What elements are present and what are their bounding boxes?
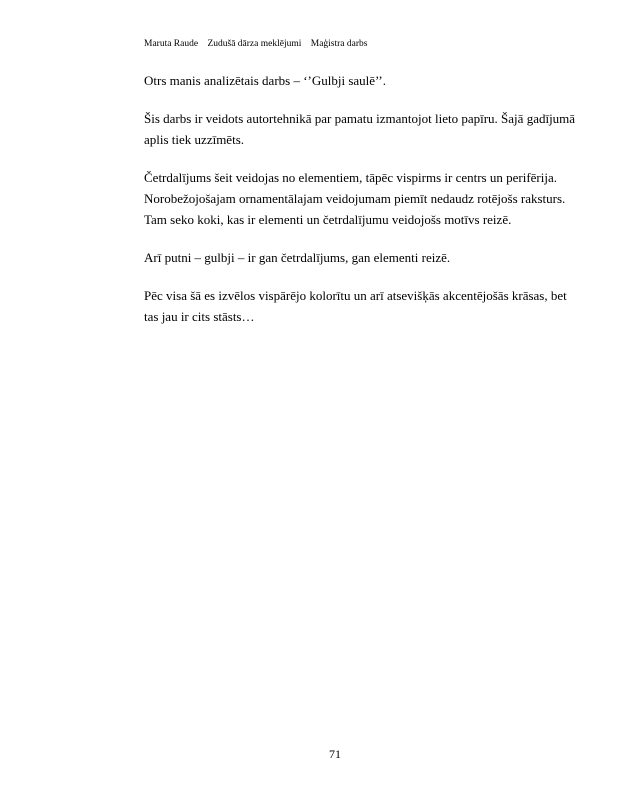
body-text	[144, 70, 584, 344]
paragraph-5: Pēc visa šā es izvēlos vispārējo kolorītu un arī atsevišķās akcentējošās krāsas, bet tas jau ir cits stāsts…	[144, 288, 567, 324]
paragraph-4: Arī putni – gulbji – ir gan četrdalījums, gan elementi reizē.	[144, 250, 451, 265]
paragraph-2: Šis darbs ir veidots autortehnikā par pamatu izmantojot lieto papīru. Šajā gadījumā aplis tiek uzzīmēts.	[144, 111, 576, 147]
header-title: Zudušā dārza meklējumi	[207, 39, 302, 49]
paragraph-3: Četrdalījums šeit veidojas no elementiem, tāpēc vispirms ir centrs un perifērija. Norobežojošajam ornamentālajam veidojumam piemīt nedaudz rotējošs raksturs. Tam seko koki, kas ir elementi un četrdalījumu veidojošs motīvs reizē.	[144, 170, 566, 227]
header-author: Maruta Raude	[144, 39, 199, 49]
page-number: 71	[329, 747, 341, 761]
header-work-type: Maģistra darbs	[310, 39, 368, 49]
paragraph-1: Otrs manis analizētais darbs – ‘’Gulbji saulē’’.	[144, 73, 386, 88]
running-header	[144, 39, 374, 49]
page-number-container	[0, 747, 618, 762]
